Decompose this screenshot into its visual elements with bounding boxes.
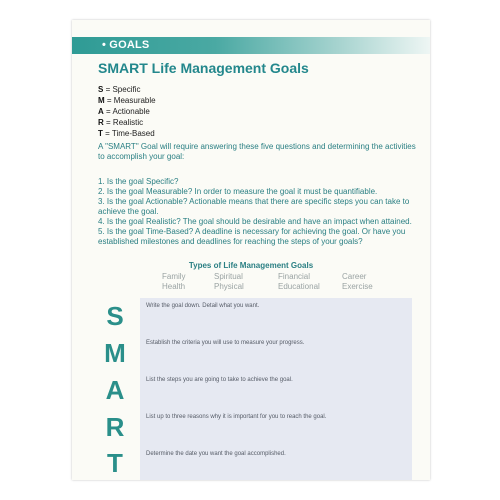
goal-type: Financial <box>278 272 311 281</box>
smart-prompt: Establish the criteria you will use to measure your progress. <box>146 340 305 346</box>
smart-letter: A <box>105 375 125 405</box>
acronym-letter: M <box>98 96 105 105</box>
goal-type: Family <box>162 272 186 281</box>
goal-type: Educational <box>278 282 320 291</box>
acronym-row <box>98 128 156 139</box>
acronym-word: = Time-Based <box>105 129 155 138</box>
goal-type: Health <box>162 282 186 291</box>
question-item: 3. Is the goal Actionable? Actionable means that there are specific steps you can take to achieve the goal. <box>98 197 410 216</box>
acronym-list <box>98 84 156 139</box>
smart-prompt: Write the goal down. Detail what you want. <box>146 303 260 309</box>
acronym-row <box>98 95 156 106</box>
smart-row-r <box>90 409 412 446</box>
goal-type: Spiritual <box>214 272 243 281</box>
acronym-letter: R <box>98 118 104 127</box>
smart-prompt: List up to three reasons why it is important for you to reach the goal. <box>146 414 327 420</box>
goal-type: Physical <box>214 282 244 291</box>
questions-list <box>98 177 418 247</box>
smart-entry-field[interactable] <box>140 335 412 373</box>
goal-types-grid <box>162 272 382 291</box>
smart-worksheet <box>90 298 412 480</box>
acronym-row <box>98 106 156 117</box>
smart-entry-field[interactable] <box>140 446 412 480</box>
page-title: SMART Life Management Goals <box>98 60 309 76</box>
smart-prompt: List the steps you are going to take to achieve the goal. <box>146 377 293 383</box>
smart-letter: S <box>106 301 124 331</box>
intro-paragraph: A "SMART" Goal will require answering these five questions and determining the activities to accomplish your goal: <box>98 142 416 161</box>
acronym-letter: T <box>98 129 103 138</box>
acronym-word: = Specific <box>105 85 141 94</box>
smart-row-m <box>90 335 412 372</box>
smart-row-t <box>90 446 412 480</box>
section-header-label: • GOALS <box>102 39 150 51</box>
section-header-bar <box>72 37 430 54</box>
question-item: 2. Is the goal Measurable? In order to measure the goal it must be quantifiable. <box>98 187 378 196</box>
question-item: 1. Is the goal Specific? <box>98 177 179 186</box>
acronym-word: = Measurable <box>106 96 156 105</box>
acronym-letter: A <box>98 107 104 116</box>
acronym-word: = Realistic <box>106 118 144 127</box>
smart-entry-field[interactable] <box>140 298 412 336</box>
planner-page <box>72 20 430 480</box>
acronym-letter: S <box>98 85 104 94</box>
smart-letter: T <box>107 447 123 478</box>
question-item: 5. Is the goal Time-Based? A deadline is necessary for achieving the goal. Or have you established milestones and deadlines for reaching the steps of your goals? <box>98 227 406 246</box>
goal-type: Career <box>342 272 367 281</box>
goal-type: Exercise <box>342 282 373 291</box>
question-item: 4. Is the goal Realistic? The goal should be desirable and have an impact when attained. <box>98 217 412 226</box>
acronym-word: = Actionable <box>106 107 150 116</box>
smart-entry-field[interactable] <box>140 372 412 410</box>
goal-types-title: Types of Life Management Goals <box>188 261 314 270</box>
smart-prompt: Determine the date you want the goal accomplished. <box>146 451 286 457</box>
smart-entry-field[interactable] <box>140 409 412 447</box>
acronym-row <box>98 117 156 128</box>
smart-row-s <box>90 298 412 335</box>
smart-letter: R <box>105 412 125 442</box>
smart-letter: M <box>104 338 126 368</box>
smart-row-a <box>90 372 412 409</box>
acronym-row <box>98 84 156 95</box>
